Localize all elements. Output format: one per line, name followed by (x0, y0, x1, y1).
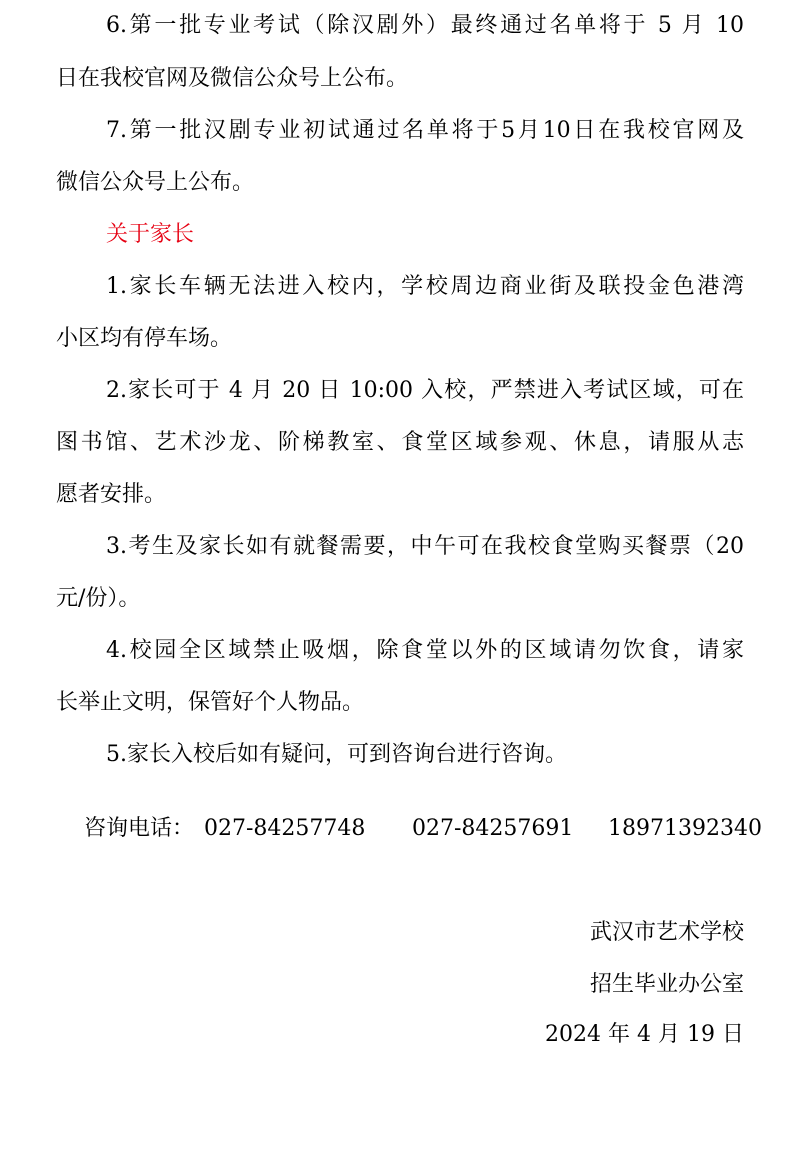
parents-section-heading: 关于家长 (106, 222, 195, 247)
parents-note-1-line1: 1.家长车辆无法进入校内，学校周边商业街及联投金色港湾 (106, 274, 744, 299)
parents-note-4-line1: 4.校园全区域禁止吸烟，除食堂以外的区域请勿饮食，请家 (106, 638, 744, 663)
exam-note-6-line1: 6.第一批专业考试（除汉剧外）最终通过名单将于 5 月 10 (106, 13, 744, 38)
parents-note-1-line2: 小区均有停车场。 (56, 326, 233, 351)
contact-phone-3: 18971392340 (608, 816, 762, 841)
parents-note-2-line1: 2.家长可于 4 月 20 日 10:00 入校，严禁进入考试区域，可在 (106, 378, 744, 403)
contact-phone-2: 027-84257691 (412, 816, 574, 841)
exam-note-7-line2: 微信公众号上公布。 (56, 170, 255, 195)
signature-office: 招生毕业办公室 (589, 972, 744, 997)
parents-note-3-line1: 3.考生及家长如有就餐需要，中午可在我校食堂购买餐票（20 (106, 534, 744, 559)
exam-note-7-line1: 7.第一批汉剧专业初试通过名单将于5月10日在我校官网及 (106, 118, 744, 143)
parents-note-3-line2: 元/份）。 (56, 586, 141, 611)
parents-note-2-line2: 图书馆、艺术沙龙、阶梯教室、食堂区域参观、休息，请服从志 (56, 430, 744, 455)
contact-phone-1: 027-84257748 (204, 816, 366, 841)
signature-school: 武汉市艺术学校 (589, 920, 744, 945)
signature-date: 2024 年 4 月 19 日 (545, 1022, 744, 1047)
exam-note-6-line2: 日在我校官网及微信公众号上公布。 (56, 66, 409, 91)
parents-note-4-line2: 长举止文明，保管好个人物品。 (56, 690, 365, 715)
parents-note-5-line1: 5.家长入校后如有疑问，可到咨询台进行咨询。 (106, 742, 567, 767)
contact-label: 咨询电话： (84, 816, 195, 841)
parents-note-2-line3: 愿者安排。 (56, 482, 167, 507)
